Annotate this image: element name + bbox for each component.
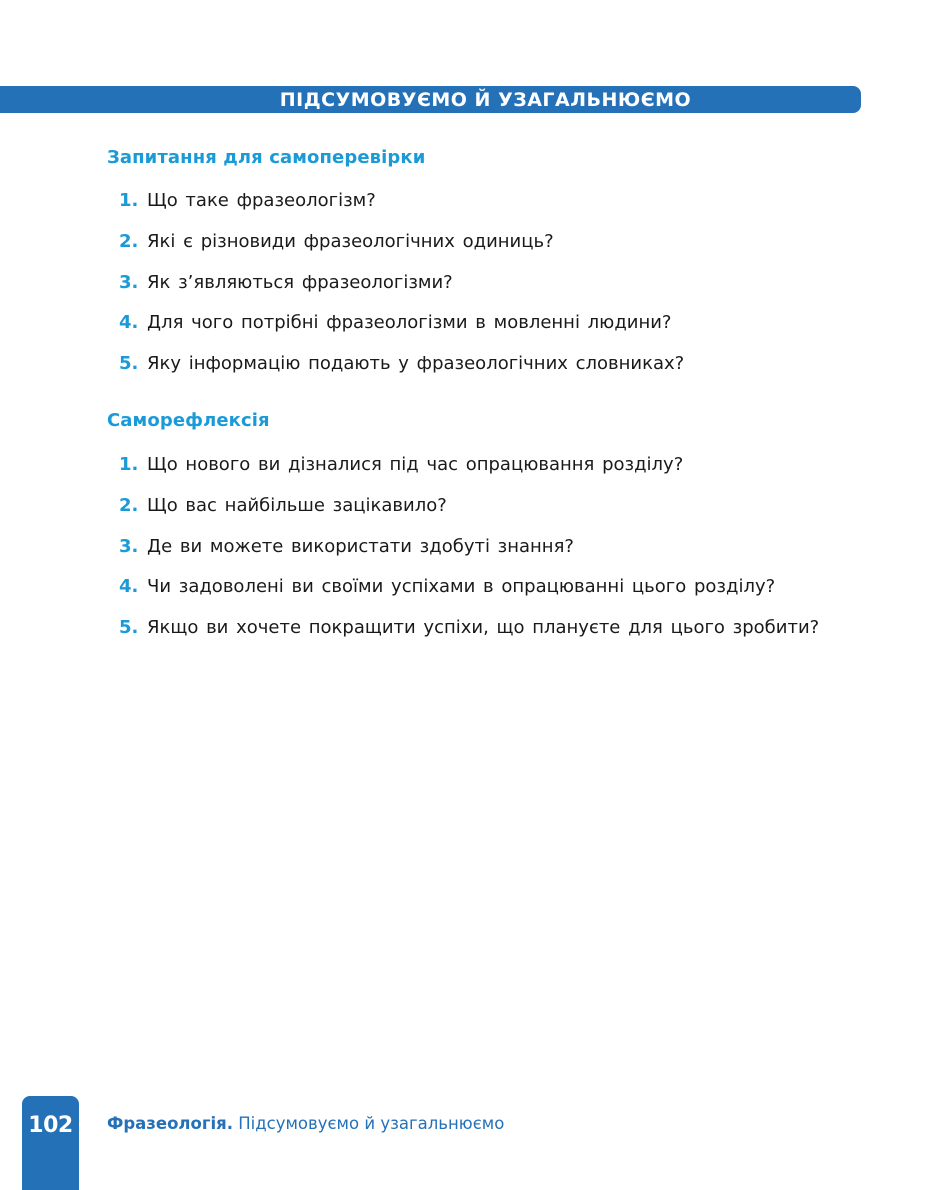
item-number: 5. bbox=[119, 617, 139, 638]
item-text: Що таке фразеологізм? bbox=[147, 190, 376, 211]
item-text: Як з’являються фразеологізми? bbox=[147, 272, 453, 293]
list-item bbox=[119, 312, 671, 333]
item-number: 1. bbox=[119, 190, 139, 211]
item-text: Які є різновиди фразеологічних одиниць? bbox=[147, 231, 554, 252]
section-heading-self-check: Запитання для самоперевірки bbox=[107, 147, 426, 168]
item-number: 1. bbox=[119, 454, 139, 475]
list-item bbox=[119, 190, 376, 211]
section-heading-self-reflection: Саморефлексія bbox=[107, 410, 270, 431]
footer-topic: Підсумовуємо й узагальнюємо bbox=[238, 1114, 505, 1133]
page-number-tab bbox=[22, 1096, 79, 1190]
item-number: 3. bbox=[119, 536, 139, 557]
item-text: Яку інформацію подають у фразеологічних словниках? bbox=[147, 353, 685, 374]
item-text: Для чого потрібні фразеологізми в мовленні людини? bbox=[147, 312, 672, 333]
item-number: 2. bbox=[119, 231, 139, 252]
list-item bbox=[119, 617, 819, 638]
page-number: 102 bbox=[28, 1113, 73, 1138]
list-item bbox=[119, 495, 447, 516]
list-item bbox=[119, 231, 554, 252]
header-banner bbox=[0, 86, 861, 113]
item-number: 5. bbox=[119, 353, 139, 374]
item-number: 4. bbox=[119, 576, 139, 597]
item-number: 4. bbox=[119, 312, 139, 333]
running-footer bbox=[107, 1114, 504, 1133]
item-number: 2. bbox=[119, 495, 139, 516]
item-text: Чи задоволені ви своїми успіхами в опрацюванні цього розділу? bbox=[147, 576, 776, 597]
list-item bbox=[119, 536, 574, 557]
list-item bbox=[119, 272, 453, 293]
footer-section-name: Фразеологія. bbox=[107, 1114, 233, 1133]
item-number: 3. bbox=[119, 272, 139, 293]
list-item bbox=[119, 576, 775, 597]
item-text: Якщо ви хочете покращити успіхи, що плануєте для цього зробити? bbox=[147, 617, 820, 638]
item-text: Що вас найбільше зацікавило? bbox=[147, 495, 447, 516]
list-item bbox=[119, 353, 684, 374]
item-text: Де ви можете використати здобуті знання? bbox=[147, 536, 574, 557]
item-text: Що нового ви дізналися під час опрацювання розділу? bbox=[147, 454, 684, 475]
page-title: ПІДСУМОВУЄМО Й УЗАГАЛЬНЮЄМО bbox=[279, 88, 692, 111]
list-item bbox=[119, 454, 683, 475]
